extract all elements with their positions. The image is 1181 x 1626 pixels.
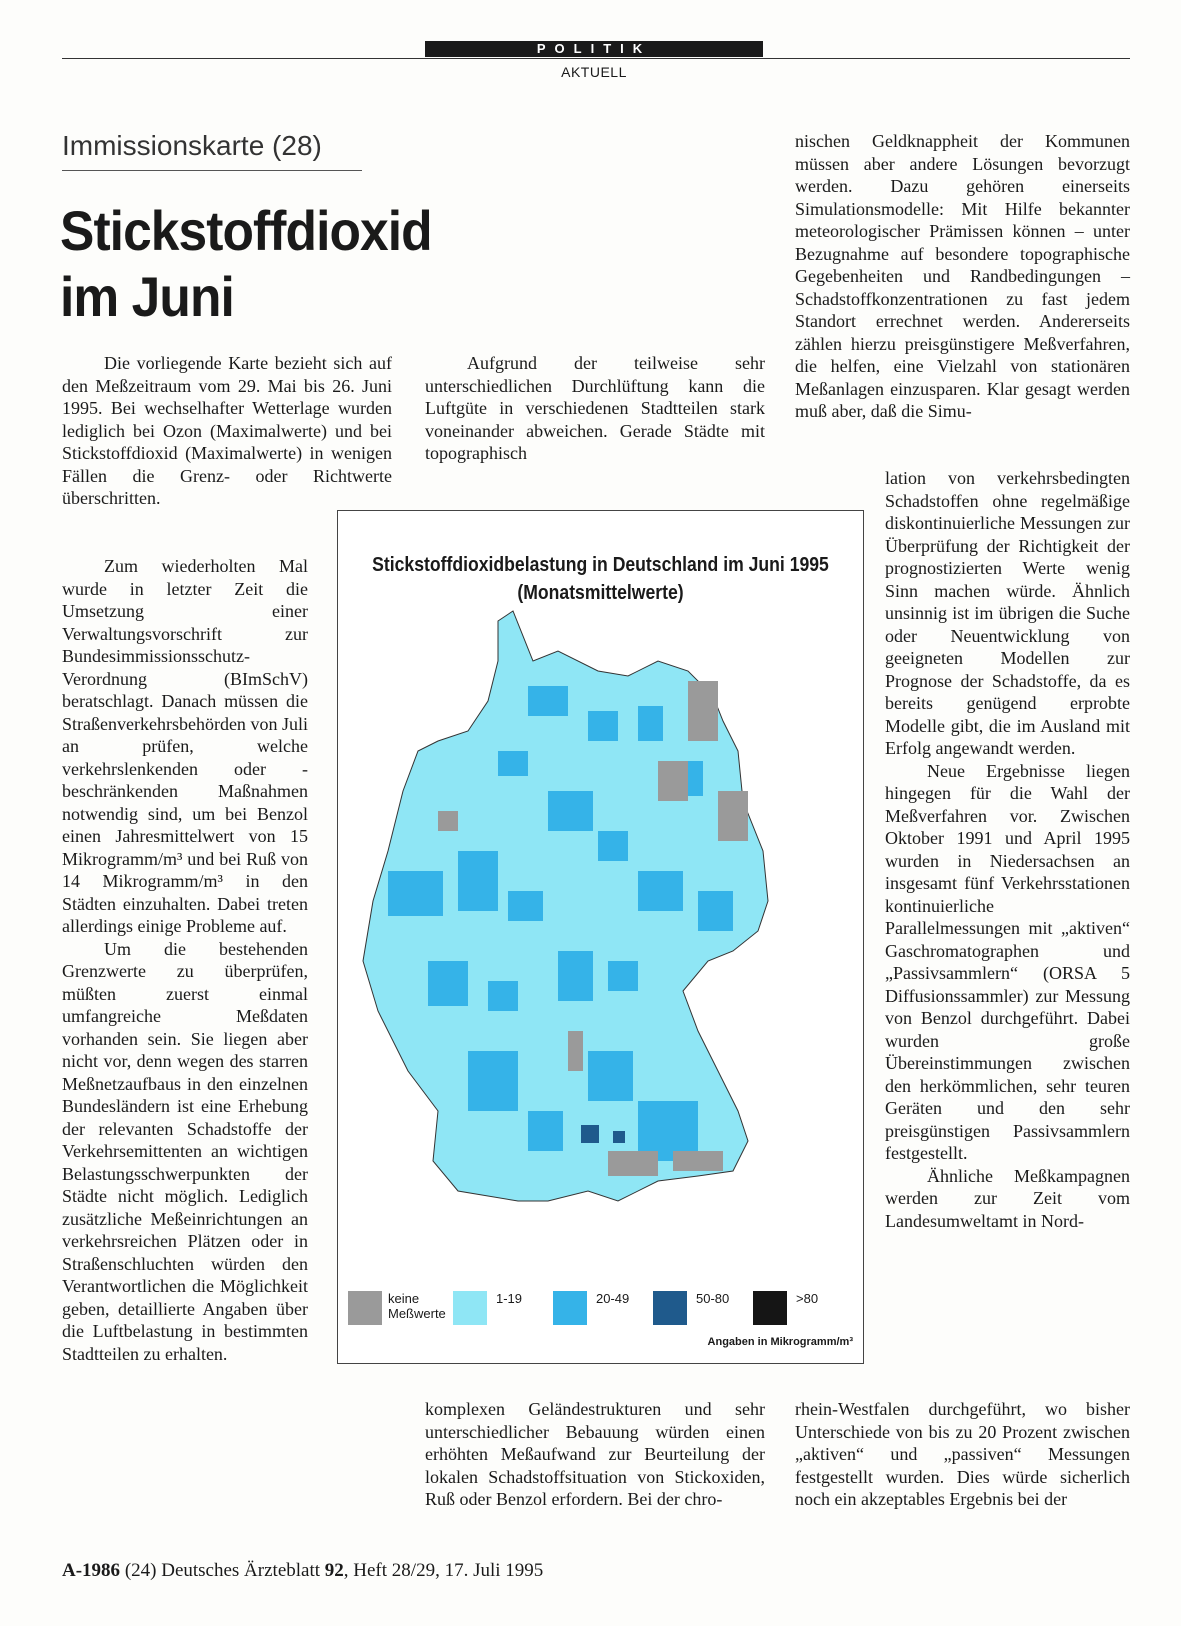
paragraph: Ähnliche Meßkampagnen werden zur Zeit vom Landesumweltamt in Nord- xyxy=(885,1165,1130,1231)
column-1 xyxy=(62,352,392,510)
paragraph: komplexen Geländestrukturen und sehr unterschiedlicher Bebauung würden einen erhöhten Meßaufwand zur Beurteilung der lokalen Schadstoffsituation von Stickoxiden, Ruß oder Benzol erfordern. Bei der chro- xyxy=(425,1399,765,1509)
page-number: A-1986 xyxy=(62,1560,121,1581)
article-kicker: Immissionskarte (28) xyxy=(62,130,322,161)
journal-date: , Heft 28/29, 17. Juli 1995 xyxy=(343,1560,544,1581)
legend-swatch-no-data xyxy=(348,1291,382,1325)
paragraph: nischen Geldknappheit der Kommunen müssen aber andere Lösungen bevorzugt werden. Dazu gehören einerseits Simulationsmodelle: Mit Hilfe bekannter meteorologischer Prämissen können – unter Bezugnahme auf besondere topographische Gegebenheiten und Randbedingungen – Schadstoffkonzentrationen zu fast jedem Standort errechnet werden. Andererseits zählen hierzu preisgünstigere Meßverfahren, die helfen, eine Vielzahl von stationären Meßanlagen einzusparen. Klar gesagt werden muß aber, daß die Simu- xyxy=(795,131,1130,421)
column-1-narrow xyxy=(62,555,308,1365)
column-3-bottom xyxy=(795,1398,1130,1511)
headline-line-2: im Juni xyxy=(60,265,234,328)
paragraph: Um die bestehenden Grenzwerte zu überprüfen, müßten zuerst einmal umfangreiche Meßdaten vorhanden sein. Sie liegen aber nicht vor, denn wegen des starren Meßnetzaufbaus in den einzelnen Bundesländern ist eine Erhebung der relevanten Schadstoffe der Verkehrsemittenten an wichtigen Belastungsschwerpunkten der Städte nicht möglich. Lediglich zusätzliche Meßeinrichtungen an verkehrsreichen Plätzen oder in Straßenschluchten würden den Verantwortlichen die Möglichkeit geben, detaillierte Angaben über die Luftbelastung in bestimmten Stadtteilen zu erhalten. xyxy=(62,938,308,1364)
page-footer xyxy=(62,1560,543,1582)
journal-issue: (24) Deutsches Ärzteblatt xyxy=(124,1560,321,1581)
legend-swatch-over-80 xyxy=(753,1291,787,1325)
map-figure xyxy=(337,510,864,1364)
paragraph: Die vorliegende Karte bezieht sich auf den Meßzeitraum vom 29. Mai bis 26. Juni 1995. Bei wechselhafter Wetterlage wurden lediglich bei Ozon (Maximalwerte) und bei Stickstoffdioxid (Maximalwerte) in wenigen Fällen die Grenz- oder Richtwerte überschritten. xyxy=(62,353,392,508)
headline-line-1: Stickstoffdioxid xyxy=(60,199,432,262)
journal-volume: 92 xyxy=(324,1560,344,1581)
column-2-top xyxy=(425,352,765,465)
paragraph: Aufgrund der teilweise sehr unterschiedlichen Durchlüftung kann die Luftgüte in verschiedenen Stadtteilen stark voneinander abweichen. Gerade Städte mit topographisch xyxy=(425,353,765,463)
subsection-label: AKTUELL xyxy=(561,64,627,80)
paragraph: Zum wiederholten Mal wurde in letzter Zeit die Umsetzung einer Verwaltungsvorschrift zur Bundesimmissionsschutz-Verordnung (BImSchV) beratschlagt. Danach müssen die Straßenverkehrsbehörden von Juli an prüfen, welche verkehrslenkenden oder -beschränkenden Maßnahmen notwendig sind, um bei Benzol einen Jahresmittelwert von 15 Mikrogramm/m³ und bei Ruß von 14 Mikrogramm/m³ in den Städten einzuhalten. Dabei treten allerdings einige Probleme auf. xyxy=(62,556,308,936)
column-2-bottom xyxy=(425,1398,765,1511)
figure-title-line-1: Stickstoffdioxidbelastung in Deutschland im Juni 1995 xyxy=(372,554,829,576)
column-3-narrow xyxy=(885,467,1130,1232)
kicker-rule xyxy=(62,170,362,171)
legend-swatch-1-19 xyxy=(453,1291,487,1325)
column-3-top xyxy=(795,130,1130,423)
figure-title-line-2: (Monatsmittelwerte) xyxy=(517,582,684,604)
header-rule xyxy=(62,58,1130,59)
paragraph: rhein-Westfalen durchgeführt, wo bisher Unterschiede von bis zu 20 Prozent zwischen „aktiven“ und „passiven“ Messungen festgestellt wurden. Dies würde sicherlich noch ein akzeptables Ergebnis bei der xyxy=(795,1399,1130,1509)
article-headline xyxy=(60,198,502,330)
germany-map xyxy=(338,511,863,1363)
paragraph: Neue Ergebnisse liegen hingegen für die Wahl der Meßverfahren vor. Zwischen Oktober 1991 und April 1995 wurden in Niedersachsen an insgesamt fünf Verkehrsstationen kontinuierliche Parallelmessungen mit „aktiven“ Gaschromatographen und „Passivsammlern“ (ORSA 5 Diffusionssammler) zur Messung von Benzol durchgeführt. Dabei wurden große Übereinstimmungen zwischen den herkömmlichen, sehr teuren Geräten und den sehr preisgünstigen Passivsammlern festgestellt. xyxy=(885,760,1130,1163)
legend-label-1-19: 1-19 xyxy=(496,1291,523,1306)
legend-swatch-50-80 xyxy=(653,1291,687,1325)
paragraph: lation von verkehrsbedingten Schadstoffen ohne regelmäßige diskontinuierliche Messungen zur Überprüfung der Richtigkeit der prognostizierten Werte wenig Sinn machen würde. Ähnlich unsinnig ist im übrigen die Suche oder Neuentwicklung von geeigneten Modellen zur Prognose der Schadstoffe, da es bereits genügend erprobte Modelle gibt, die im Ausland mit Erfolg angewandt werden. xyxy=(885,468,1130,758)
legend-label-no-data: keine Meßwerte xyxy=(388,1291,446,1321)
section-label: POLITIK xyxy=(536,41,652,56)
legend-swatch-20-49 xyxy=(553,1291,587,1325)
legend-unit-note: Angaben in Mikrogramm/m³ xyxy=(707,1336,853,1348)
legend-label-20-49: 20-49 xyxy=(596,1291,630,1306)
legend-label-over-80: >80 xyxy=(796,1291,819,1306)
legend-label-50-80: 50-80 xyxy=(696,1291,730,1306)
